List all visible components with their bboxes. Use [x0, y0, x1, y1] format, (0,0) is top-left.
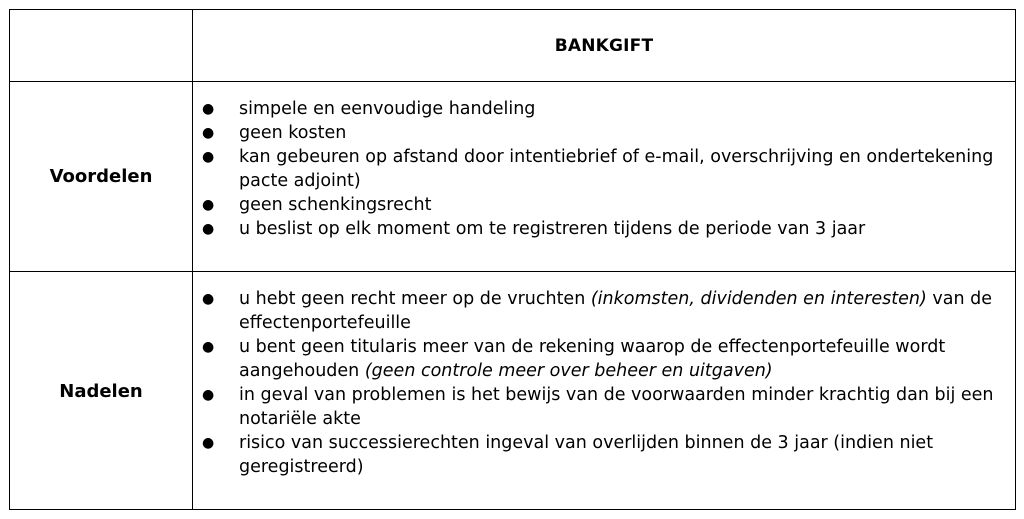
column-divider	[192, 10, 193, 509]
list-item: ● u beslist op elk moment om te registreren tijdens de periode van 3 jaar	[202, 219, 866, 239]
bullet-icon: ●	[202, 221, 215, 237]
bullet-icon: ●	[202, 197, 215, 213]
bullet-icon: ●	[202, 339, 215, 355]
list-item: ● u hebt geen recht meer op de vruchten (inkomsten, dividenden en interesten) van de effectenportefeuille	[202, 289, 992, 333]
bullet-icon: ●	[202, 101, 215, 117]
row-label-nadelen: Nadelen	[59, 380, 143, 402]
list-item: ● kan gebeuren op afstand door intentiebrief of e-mail, overschrijving en ondertekening pacte adjoint)	[202, 147, 994, 191]
bullet-icon: ●	[202, 435, 215, 451]
row-label-voordelen: Voordelen	[49, 166, 153, 187]
list-item: ● simpele en eenvoudige handeling	[202, 99, 536, 119]
bullet-icon: ●	[202, 291, 215, 307]
list-item: ● geen kosten	[202, 123, 347, 143]
voordelen-list	[200, 97, 1010, 241]
list-item: ● u bent geen titularis meer van de rekening waarop de effectenportefeuille wordt aangehouden (geen controle meer over beheer en uitgaven)	[202, 337, 946, 381]
bullet-icon: ●	[202, 387, 215, 403]
bullet-icon: ●	[202, 149, 215, 165]
list-item: ● in geval van problemen is het bewijs van de voorwaarden minder krachtig dan bij een notariële akte	[202, 385, 994, 429]
table-header-title: BANKGIFT	[554, 35, 654, 56]
list-item: ● geen schenkingsrecht	[202, 195, 432, 215]
italic-note: (inkomsten, dividenden en interesten)	[590, 289, 927, 309]
nadelen-list	[200, 287, 1010, 479]
list-item: ● risico van successierechten ingeval van overlijden binnen de 3 jaar (indien niet geregistreerd)	[202, 433, 934, 477]
bullet-icon: ●	[202, 125, 215, 141]
italic-note: (geen controle meer over beheer en uitgaven)	[364, 361, 773, 381]
